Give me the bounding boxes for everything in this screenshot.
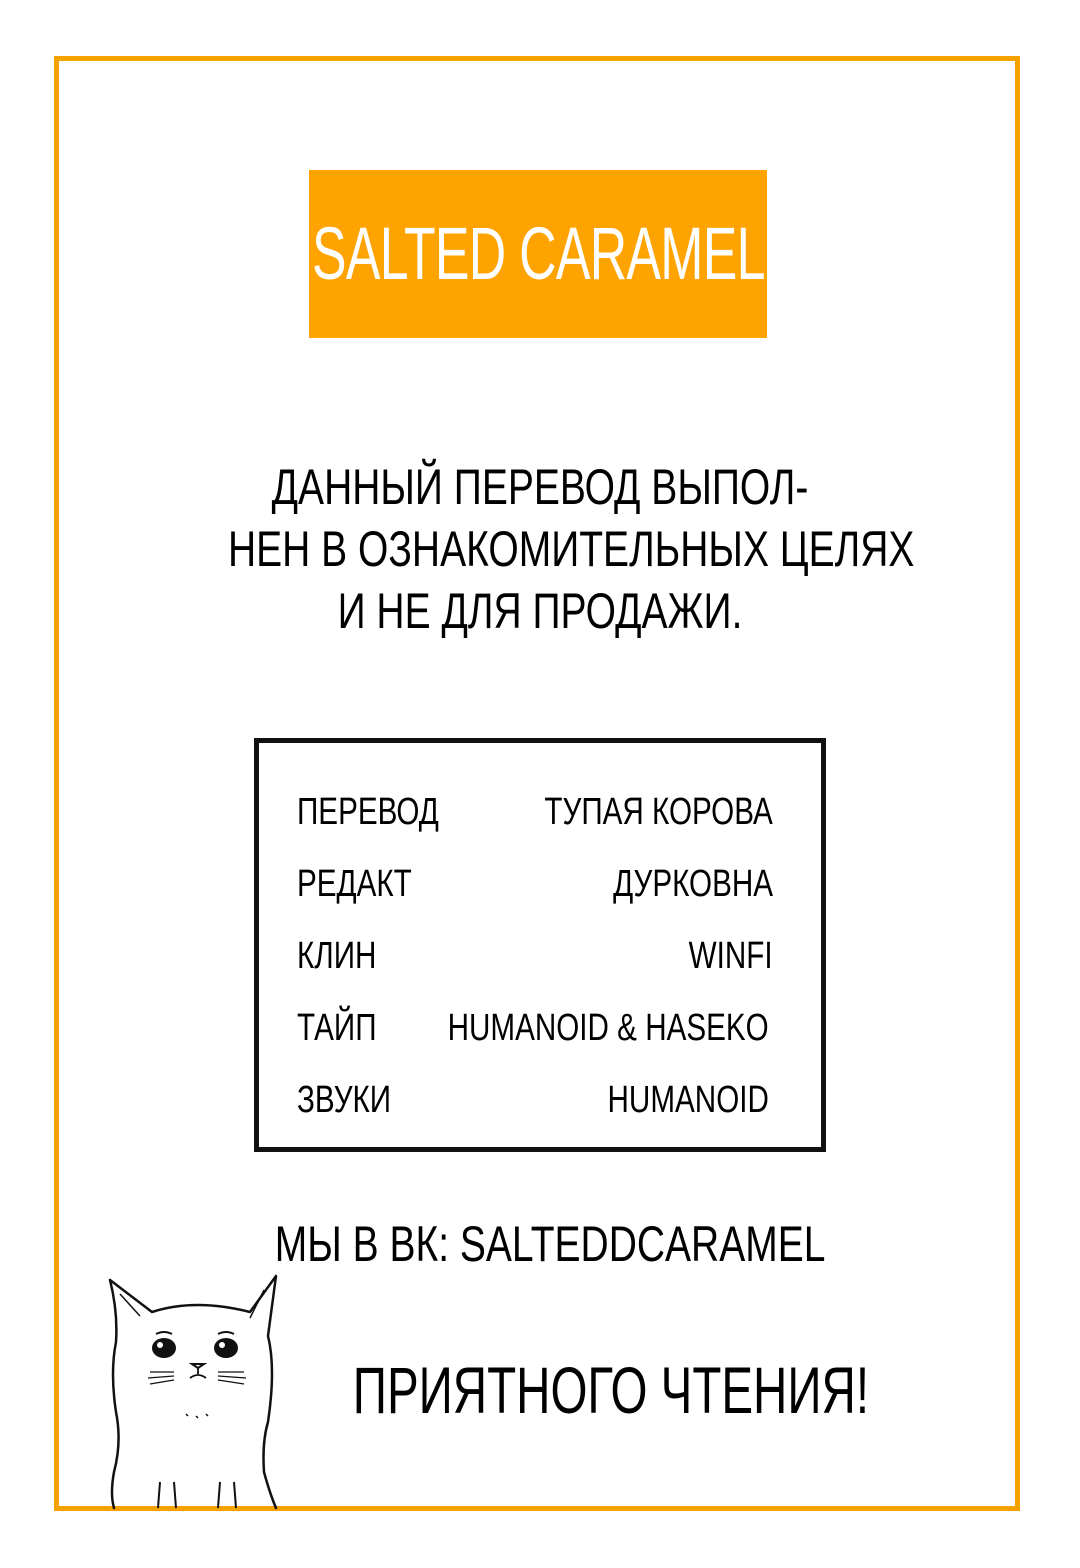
disclaimer-line: И НЕ ДЛЯ ПРОДАЖИ. [337, 583, 743, 639]
enjoy-reading-text: ПРИЯТНОГО ЧТЕНИЯ! [352, 1353, 870, 1427]
disclaimer-line: ДАННЫЙ ПЕРЕВОД ВЫПОЛ- [271, 459, 809, 515]
vk-link-text: МЫ В ВК: SALTEDDCARAMEL [274, 1216, 826, 1272]
credit-role: ЗВУКИ [297, 1079, 392, 1121]
credit-name: HUMANOID [607, 1079, 769, 1121]
credit-role: КЛИН [297, 935, 377, 977]
credit-name: WINFI [689, 935, 773, 977]
banner-title: SALTED CARAMEL [311, 212, 765, 295]
title-banner [309, 170, 767, 338]
credit-role: ПЕРЕВОД [297, 791, 439, 833]
credit-name: ДУРКОВНА [613, 863, 773, 905]
credits-box [254, 738, 826, 1152]
credit-name: HUMANOID & HASEKO [447, 1007, 769, 1049]
disclaimer-text [228, 456, 915, 642]
credit-row-edit [297, 859, 773, 909]
credit-row-sounds [297, 1075, 773, 1125]
credit-row-clean [297, 931, 773, 981]
cat-illustration-icon [100, 1272, 290, 1512]
credit-row-translation [297, 787, 773, 837]
credit-name: ТУПАЯ КОРОВА [544, 791, 773, 833]
credit-role: ТАЙП [297, 1007, 377, 1049]
credit-role: РЕДАКТ [297, 863, 412, 905]
credit-row-typeset [297, 1003, 773, 1053]
disclaimer-line: НЕН В ОЗНАКОМИТЕЛЬНЫХ ЦЕЛЯХ [228, 521, 915, 577]
